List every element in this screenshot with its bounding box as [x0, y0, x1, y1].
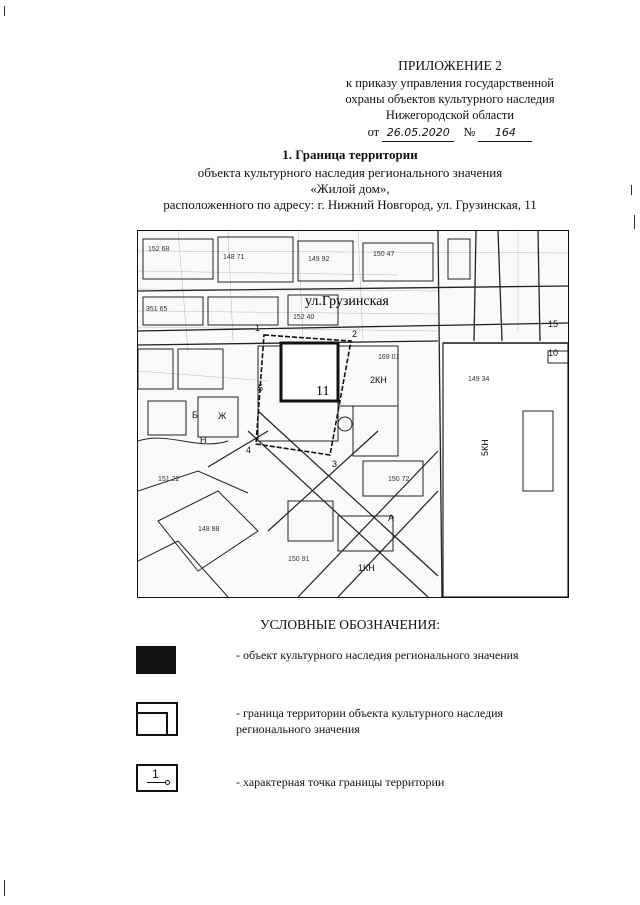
- section-line: «Жилой дом»,: [310, 181, 390, 196]
- annex-line: к приказу управления государственной: [346, 76, 554, 90]
- annex-heading: ПРИЛОЖЕНИЕ 2: [398, 58, 502, 73]
- section-title-block: [140, 147, 560, 213]
- svg-text:169 01: 169 01: [378, 354, 400, 361]
- map-point-label: 5: [258, 383, 264, 393]
- legend-text: - характерная точка границы территории: [236, 775, 445, 789]
- annex-date-row: [330, 124, 570, 142]
- date-prefix: от: [367, 125, 380, 139]
- number-prefix: №: [463, 125, 476, 139]
- legend-icon-point-marker: [136, 764, 178, 792]
- legend-title: УСЛОВНЫЕ ОБОЗНАЧЕНИЯ:: [260, 617, 440, 632]
- legend-text-line: регионального значения: [236, 722, 360, 736]
- legend-text: - объект культурного наследия регионального значения: [236, 648, 519, 662]
- svg-text:148 88: 148 88: [198, 526, 220, 533]
- scan-edge-mark: [4, 880, 5, 896]
- svg-text:152 40: 152 40: [293, 314, 315, 321]
- date-value: 26.05.2020: [382, 125, 454, 142]
- number-value: 164: [478, 125, 532, 142]
- svg-text:351 65: 351 65: [146, 306, 168, 313]
- map-label: Ж: [218, 411, 227, 421]
- map-point-label: 4: [246, 445, 252, 455]
- map-point-label: 2: [352, 329, 358, 339]
- map-drawing: [138, 231, 568, 597]
- annex-line: Нижегородской области: [385, 108, 515, 122]
- map-label: 2КН: [370, 375, 387, 385]
- legend-icon-boundary-square: [136, 702, 178, 736]
- svg-text:151 22: 151 22: [158, 476, 180, 483]
- map-object-number: 11: [316, 384, 330, 399]
- legend-text: [236, 705, 566, 737]
- point-marker-label: 1: [152, 767, 159, 781]
- map-label: 1КН: [358, 563, 375, 573]
- annex-block: [330, 58, 570, 142]
- map-label: 10: [548, 348, 559, 358]
- svg-text:149 34: 149 34: [468, 376, 490, 383]
- legend-icon-filled-square: [136, 646, 176, 674]
- section-line: объекта культурного наследия регионального значения: [197, 165, 503, 180]
- svg-text:148 71: 148 71: [223, 254, 245, 261]
- svg-text:152 68: 152 68: [148, 246, 170, 253]
- section-line: расположенного по адресу: г. Нижний Новгород, ул. Грузинская, 11: [163, 197, 537, 212]
- svg-text:150 72: 150 72: [388, 476, 410, 483]
- map-street-label: ул.Грузинская: [305, 294, 389, 309]
- map-label: Н: [200, 435, 207, 445]
- scan-edge-mark: [4, 6, 5, 16]
- map-label: Б: [192, 410, 198, 420]
- svg-text:149 92: 149 92: [308, 256, 330, 263]
- legend-text-line: - граница территории объекта культурного наследия: [236, 706, 504, 720]
- svg-text:150 91: 150 91: [288, 556, 310, 563]
- map-label: А: [388, 513, 395, 523]
- map-point-label: 1: [255, 323, 261, 333]
- annex-line: охраны объектов культурного наследия: [345, 92, 555, 106]
- map-label: 5КН: [480, 439, 490, 456]
- svg-text:150 47: 150 47: [373, 251, 395, 258]
- scan-edge-mark: [631, 185, 632, 195]
- cadastral-map: [137, 230, 569, 598]
- section-title: 1. Граница территории: [282, 147, 418, 162]
- scan-edge-mark: [634, 215, 635, 229]
- map-label: 15: [548, 319, 559, 329]
- map-point-label: 3: [332, 459, 338, 469]
